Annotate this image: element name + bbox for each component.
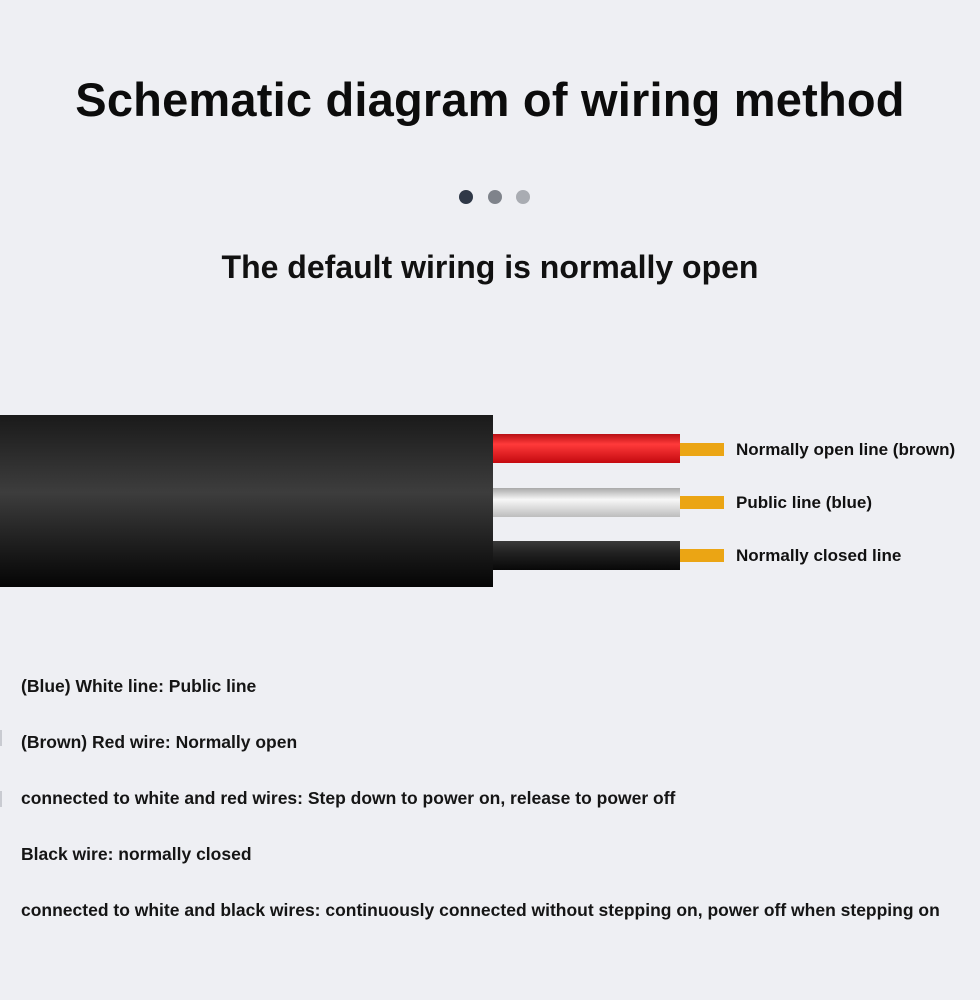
note-white-red-connection: connected to white and red wires: Step down to power on, release to power off bbox=[21, 788, 676, 808]
wire-label-normally-closed: Normally closed line bbox=[736, 546, 902, 565]
wire-label-public: Public line (blue) bbox=[736, 493, 873, 512]
note-black-wire: Black wire: normally closed bbox=[21, 844, 252, 864]
pagination-dot-3[interactable] bbox=[516, 190, 530, 204]
black-wire bbox=[493, 541, 680, 570]
pagination-dot-2[interactable] bbox=[488, 190, 502, 204]
white-wire bbox=[493, 488, 680, 517]
wire-label-normally-open: Normally open line (brown) bbox=[736, 440, 956, 459]
note-white-line: (Blue) White line: Public line bbox=[21, 676, 257, 696]
white-wire-terminal bbox=[680, 496, 724, 509]
page-subtitle: The default wiring is normally open bbox=[221, 249, 759, 285]
red-wire-terminal bbox=[680, 443, 724, 456]
edge-divider-mark bbox=[0, 791, 2, 807]
page-title: Schematic diagram of wiring method bbox=[75, 73, 905, 126]
cable-jacket bbox=[0, 415, 493, 587]
pagination-dot-1[interactable] bbox=[459, 190, 473, 204]
red-wire bbox=[493, 434, 680, 463]
cable-diagram bbox=[0, 400, 740, 600]
edge-divider-mark bbox=[0, 730, 2, 746]
black-wire-terminal bbox=[680, 549, 724, 562]
note-white-black-connection: connected to white and black wires: continuously connected without stepping on, power off when stepping on bbox=[21, 900, 940, 920]
note-red-wire: (Brown) Red wire: Normally open bbox=[21, 732, 298, 752]
